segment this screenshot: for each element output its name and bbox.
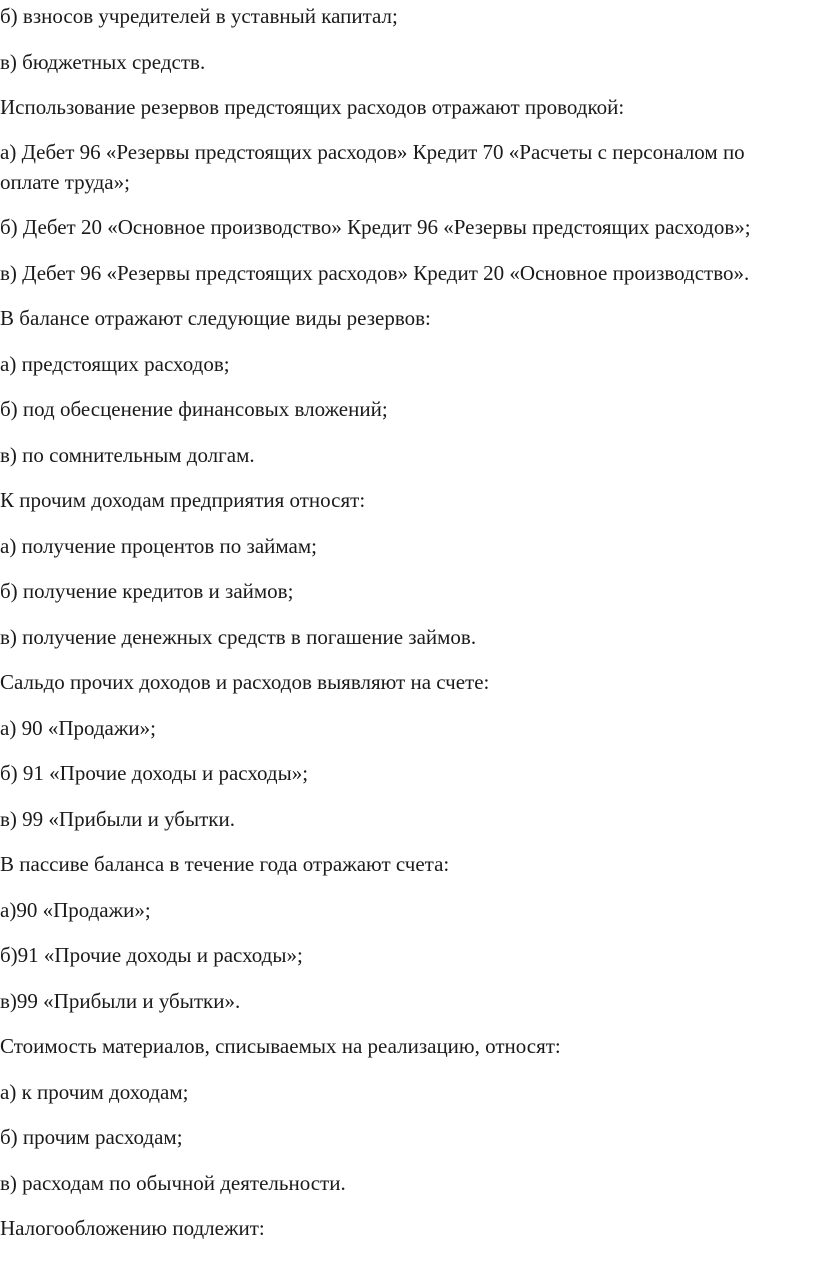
text-line: Налогообложению подлежит: <box>0 1216 265 1240</box>
text-line: б)91 «Прочие доходы и расходы»; <box>0 943 303 967</box>
text-line: В пассиве баланса в течение года отражают счета: <box>0 852 450 876</box>
text-line: в) получение денежных средств в погашение займов. <box>0 625 477 649</box>
text-line: в) 99 «Прибыли и убытки. <box>0 807 235 831</box>
text-line: а) к прочим доходам; <box>0 1080 189 1104</box>
text-line: Стоимость материалов, списываемых на реализацию, относят: <box>0 1034 561 1058</box>
text-line: б) под обесценение финансовых вложений; <box>0 397 388 421</box>
text-line: б) взносов учредителей в уставный капитал; <box>0 4 398 28</box>
text-line: в) бюджетных средств. <box>0 50 206 74</box>
text-line: К прочим доходам предприятия относят: <box>0 488 366 512</box>
text-line: б) получение кредитов и займов; <box>0 579 294 603</box>
text-line: а) получение процентов по займам; <box>0 534 317 558</box>
text-line: в)99 «Прибыли и убытки». <box>0 989 241 1013</box>
text-line: б) прочим расходам; <box>0 1125 183 1149</box>
text-line: а)90 «Продажи»; <box>0 898 151 922</box>
text-line: а) предстоящих расходов; <box>0 352 230 376</box>
text-line: а) Дебет 96 «Резервы предстоящих расходов» Кредит 70 «Расчеты с персоналом по оплате труда»; <box>0 140 745 194</box>
text-line: в) расходам по обычной деятельности. <box>0 1171 346 1195</box>
text-line: в) по сомнительным долгам. <box>0 443 255 467</box>
text-line: В балансе отражают следующие виды резервов: <box>0 306 431 330</box>
text-line: Сальдо прочих доходов и расходов выявляют на счете: <box>0 670 490 694</box>
text-line: в) Дебет 96 «Резервы предстоящих расходов» Кредит 20 «Основное производство». <box>0 261 750 285</box>
text-line: б) 91 «Прочие доходы и расходы»; <box>0 761 309 785</box>
text-line: б) Дебет 20 «Основное производство» Кредит 96 «Резервы предстоящих расходов»; <box>0 215 751 239</box>
text-line: а) 90 «Продажи»; <box>0 716 156 740</box>
text-line: Использование резервов предстоящих расходов отражают проводкой: <box>0 95 625 119</box>
